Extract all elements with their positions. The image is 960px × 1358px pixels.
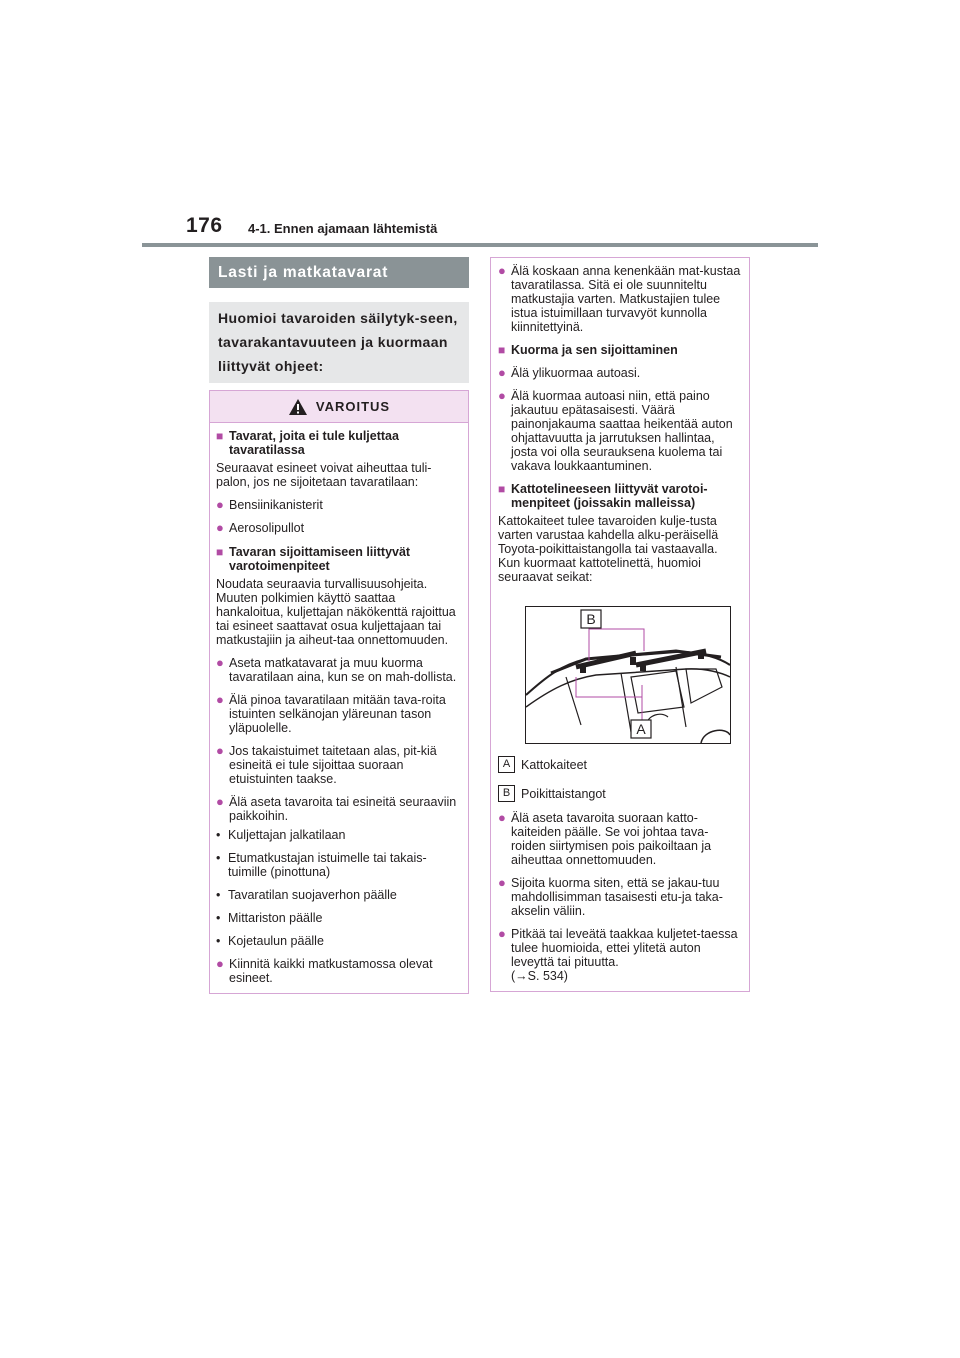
circle-bullet-icon: ● bbox=[216, 497, 224, 512]
intro-box: Huomioi tavaroiden säilytyk-seen, tavarakantavuuteen ja kuormaan liittyvät ohjeet: bbox=[209, 302, 469, 383]
paragraph: Seuraavat esineet voivat aiheuttaa tuli-palon, jos ne sijoitetaan tavaratilaan: bbox=[216, 461, 432, 489]
warning-header bbox=[210, 391, 468, 423]
circle-bullet-icon: ● bbox=[216, 692, 224, 707]
list-item: ● Älä pinoa tavaratilaan mitään tava-roita istuinten selkänojan yläreunan tason yläpuolelle. bbox=[216, 692, 446, 735]
sub-list-item: • Tavaratilan suojaverhon päälle bbox=[216, 888, 397, 902]
subheading: ■ Tavaran sijoittamiseen liittyvät varotoimenpiteet bbox=[216, 545, 411, 573]
warning-body bbox=[210, 423, 468, 993]
warning-continued-box bbox=[490, 257, 750, 992]
warning-label: VAROITUS bbox=[315, 398, 391, 414]
circle-bullet-icon: ● bbox=[498, 365, 506, 380]
sub-list-item: • Kuljettajan jalkatilaan bbox=[216, 828, 346, 842]
list-item: ● Älä kuormaa autoasi niin, että paino jakautuu epätasaisesti. Väärä painonjakauma saattaa heikentää auton ohjattavuutta ja jarrutuksen hallintaa, josta voi olla seurauksena kuolema tai vakava loukkaantuminen. bbox=[498, 388, 733, 473]
paragraph: Noudata seuraavia turvallisuusohjeita. Muuten polkimien käyttö saattaa hankaloitua, kuljettajan näkökenttä rajoittua tai esineet saattavat osua kuljettajaan tai matkustajiin ja aiheut-taa onnettomuuden. bbox=[216, 577, 456, 647]
square-bullet-icon: ■ bbox=[498, 482, 506, 496]
sub-list-item: • Etumatkustajan istuimelle tai takais-tuimille (pinottuna) bbox=[216, 851, 427, 879]
dot-bullet-icon: • bbox=[216, 911, 221, 925]
legend-item-a: A Kattokaiteet bbox=[498, 756, 743, 773]
list-item: ● Älä aseta tavaroita suoraan katto-kaiteiden päälle. Se voi johtaa tava-roiden siirtymisen pois paikoiltaan ja aiheuttaa onnettomuuden. bbox=[498, 810, 712, 867]
list-item: ● Kiinnitä kaikki matkustamossa olevat esineet. bbox=[216, 956, 433, 985]
circle-bullet-icon: ● bbox=[216, 520, 224, 535]
header-rule bbox=[142, 243, 818, 247]
subheading: ■ Kuorma ja sen sijoittaminen bbox=[498, 343, 678, 357]
circle-bullet-icon: ● bbox=[498, 875, 506, 890]
circle-bullet-icon: ● bbox=[216, 655, 224, 670]
circle-bullet-icon: ● bbox=[498, 388, 506, 403]
list-item: ● Älä aseta tavaroita tai esineitä seuraaviin paikkoihin. bbox=[216, 794, 457, 823]
page-number: 176 bbox=[186, 214, 223, 237]
list-item: ● Aseta matkatavarat ja muu kuorma tavaratilaan aina, kun se on mah-dollista. bbox=[216, 655, 457, 684]
list-item: ● Aerosolipullot bbox=[216, 520, 305, 535]
circle-bullet-icon: ● bbox=[498, 810, 506, 825]
list-item: ● Älä koskaan anna kenenkään mat-kustaa tavaratilassa. Sitä ei ole suunniteltu matkustajia varten. Matkustajien tulee istua istuimillaan turvavyöt kunnolla kiinnitettyinä. bbox=[498, 263, 741, 334]
circle-bullet-icon: ● bbox=[216, 794, 224, 809]
square-bullet-icon: ■ bbox=[498, 343, 506, 357]
warning-box bbox=[209, 390, 469, 994]
circle-bullet-icon: ● bbox=[498, 926, 506, 941]
sub-list-item: • Mittariston päälle bbox=[216, 911, 323, 925]
square-bullet-icon: ■ bbox=[216, 545, 224, 559]
chapter-title: Lasti ja matkatavarat bbox=[209, 257, 469, 288]
section-title: 4-1. Ennen ajamaan lähtemistä bbox=[248, 221, 438, 236]
subheading: ■ Tavarat, joita ei tule kuljettaa tavaratilassa bbox=[216, 429, 399, 457]
figure-label-a: A bbox=[636, 721, 646, 737]
warning-triangle-icon bbox=[288, 398, 308, 416]
list-item: ● Pitkää tai leveätä taakkaa kuljetet-taessa tulee huomioida, ettei ylitetä auton leveyttä tai pituutta. (→S. 534) bbox=[498, 926, 738, 983]
list-item: ● Jos takaistuimet taitetaan alas, pit-kiä esineitä ei tule sijoittaa suoraan etuistuinten taakse. bbox=[216, 743, 437, 786]
legend-letter-a: A bbox=[498, 756, 515, 773]
roof-rack-illustration bbox=[525, 606, 731, 744]
dot-bullet-icon: • bbox=[216, 851, 221, 865]
left-column bbox=[209, 257, 469, 994]
circle-bullet-icon: ● bbox=[498, 263, 506, 278]
right-column bbox=[490, 257, 750, 992]
dot-bullet-icon: • bbox=[216, 888, 221, 902]
car-roof-svg bbox=[526, 607, 730, 743]
dot-bullet-icon: • bbox=[216, 828, 221, 842]
paragraph: Kattokaiteet tulee tavaroiden kulje-tusta varten varustaa kahdella alku-peräisellä Toyota-poikittaistangolla tai vastaavalla. Kun kuormaat kattotelinettä, huomioi seuraavat seikat: bbox=[498, 514, 719, 584]
circle-bullet-icon: ● bbox=[216, 956, 224, 971]
circle-bullet-icon: ● bbox=[216, 743, 224, 758]
list-item: ● Älä ylikuormaa autoasi. bbox=[498, 365, 641, 380]
square-bullet-icon: ■ bbox=[216, 429, 224, 443]
list-item: ● Sijoita kuorma siten, että se jakau-tuu mahdollisimman tasaisesti etu-ja taka-akselin väliin. bbox=[498, 875, 723, 918]
legend-item-b: B Poikittaistangot bbox=[498, 785, 743, 802]
list-item: ● Bensiinikanisterit bbox=[216, 497, 323, 512]
legend-letter-b: B bbox=[498, 785, 515, 802]
dot-bullet-icon: • bbox=[216, 934, 221, 948]
figure-label-b: B bbox=[586, 611, 596, 627]
subheading: ■ Kattotelineeseen liittyvät varotoi-menpiteet (joissakin malleissa) bbox=[498, 482, 708, 510]
sub-list-item: • Kojetaulun päälle bbox=[216, 934, 324, 948]
page-reference: (→S. 534) bbox=[511, 969, 568, 983]
